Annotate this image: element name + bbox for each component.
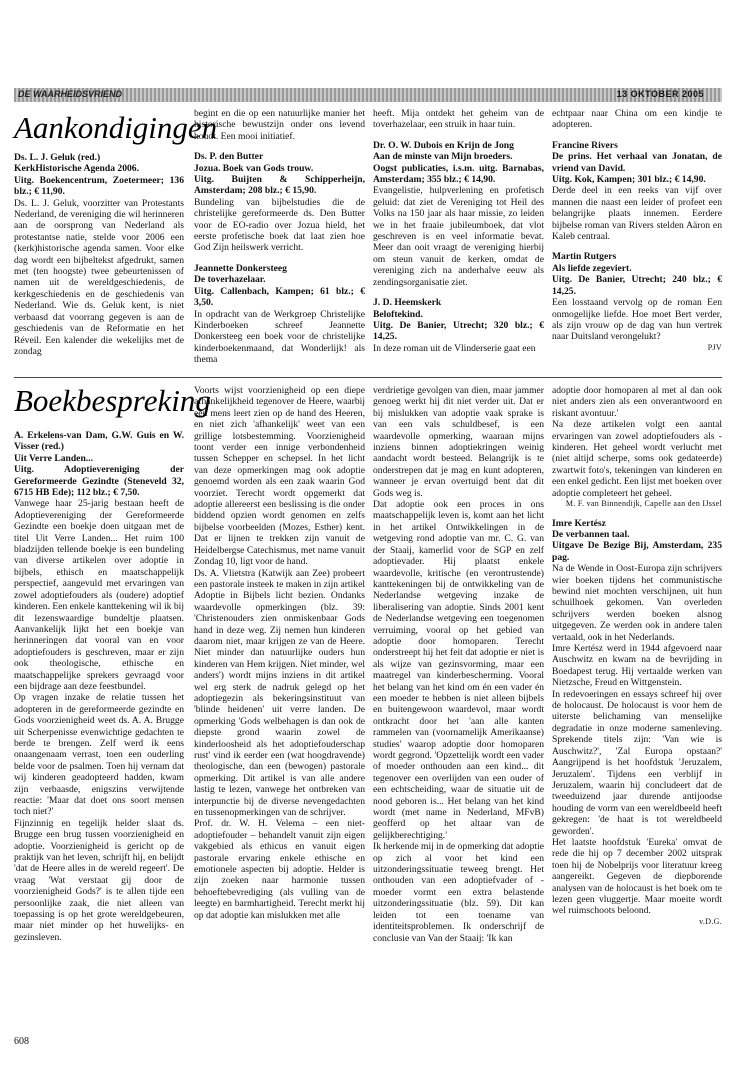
body-paragraph: verdrietige gevolgen van dien, maar jammer genoeg werkt hij dit niet verder uit. Dat er bij mislukken van adoptie vaak sprake is van een vals schuldbesef, is een waardevolle opmerking, waaraan mijns inziens binnen adoptiekringen weinig aandacht wordt besteed. Belangrijk is te onderstrepen dat je mag en kunt adopteren, wanneer je ervan overtuigd bent dat dit Gods weg is. — [373, 385, 544, 499]
body-paragraph: Imre Kertész werd in 1944 afgevoerd naar Auschwitz en kwam na de bevrijding in Boedapest terug. Hij vertaalde werken van Nietzsche, Freud en Wittgenstein. — [552, 643, 722, 689]
announcements-column-3 — [373, 108, 544, 374]
author-signature: v.D.G. — [699, 916, 722, 926]
book-heading-line: Ds. P. den Butter — [194, 151, 264, 163]
book-heading-line: Aan de minste van Mijn broeders. — [373, 151, 513, 163]
body-paragraph: echtpaar naar China om een kindje te adopteren. — [552, 108, 722, 131]
book-heading-line: Uitgave De Bezige Bij, Amsterdam, 235 pag. — [552, 540, 722, 563]
paragraph-gap — [552, 509, 722, 518]
masthead-date: 13 OKTOBER 2005 — [616, 89, 704, 99]
book-heading-line: De verbannen taal. — [552, 528, 630, 540]
author-signature: PJV — [707, 342, 722, 352]
book-heading-line: De prins. Het verhaal van Jonatan, de vriend van David. — [552, 151, 722, 174]
review-column-3 — [373, 385, 544, 1045]
book-heading-line: Imre Kertész — [552, 517, 606, 529]
section-divider — [14, 377, 722, 378]
body-paragraph: Vanwege haar 25-jarig bestaan heeft de Adoptievereniging der Gereformeerde Gezindte een boekje doen uitgaan met de titel Uit Verre Landen... Het ruim 100 bladzijden tellende boekje is een bundeling van diverse artikelen over adoptie in bijbels, ethisch en maatschappelijk perspectief, aangevuld met ervaringen van zowel adoptiefouders als (oudere) adoptief kinderen. Een enkele kanttekening wil ik bij dit lezenswaardige bundeltje plaatsen. Aanvankelijk lijkt het een boekje van herinneringen dat vooral van en voor adoptiefouders is geschreven, maar er zijn ook theologische, ethische en maatschappelijke sprekers gevraagd voor een bijdrage aan deze feestbundel. — [14, 498, 184, 692]
book-heading-line: Uit Verre Landen... — [14, 452, 93, 464]
body-paragraph: Een losstaand vervolg op de roman Een onmogelijke liefde. Hoe moet Bert verder, als zijn vrouw op de dag van hun vertrek naar Duitsland verongelukt? — [552, 297, 722, 343]
book-heading-line: De toverhazelaar. — [194, 274, 266, 286]
review-column-4 — [552, 385, 722, 1045]
announcements-column-2 — [194, 108, 365, 374]
body-paragraph: In deze roman uit de Vlinderserie gaat een — [373, 342, 536, 354]
body-paragraph: Voorts wijst voorzienigheid op een diepe afhankelijkheid tegenover de Heere, waarbij een mens leert zien op de hand des Heeren, en niet zich 'afhankelijk' weet van een grillige lotsbestemming. Voorzienigheid toont verder een innige verbondenheid tussen Schepper en schepsel. In het licht van deze opmerkingen mag ook adoptie genoemd worden als een zaak waarin God voorziet. Terecht wordt opgemerkt dat adoptie allereerst een beslissing is die onder biddend opzien wordt genomen en zelfs bijbelse voorbeelden (Mozes, Esther) kent. Dat er lijnen te trekken zijn vanuit de Heidelbergse Catechismus, met name vanuit Zondag 10, ligt voor de hand. — [194, 385, 365, 568]
review-title: Boekbespreking — [14, 383, 211, 418]
book-heading-line: Beloftekind. — [373, 308, 423, 320]
book-heading-line: Uitg. Boekencentrum, Zoetermeer; 136 blz.; € 11,90. — [14, 174, 184, 198]
body-paragraph: Ds. L. J. Geluk, voorzitter van Protestants Nederland, de vereniging die wil herinneren aan de oorsprong van Nederland als protestantse natie, stelde voor 2006 een (kerk)historische agenda samen. Voor elke dag wordt een bijbeltekst afgedrukt, samen met (ten hoogste) twee gebeurtenissen of namen uit de wereldgeschiedenis, de kerkgeschiedenis en de geschiedenis van Nederland. Wie ds. Geluk kent, is niet verbaasd dat voorrang gegeven is aan de geschiedenis van de Reformatie en het Réveil. Een kalender die wekelijks met de zondag — [14, 197, 184, 357]
book-heading-line: Uitg. Buijten & Schipperheijn, Amsterdam; 208 blz.; € 15,90. — [194, 174, 365, 197]
review-column-2 — [194, 385, 365, 1045]
body-paragraph: heeft. Mija ontdekt het geheim van de toverhazelaar, een struik in haar tuin. — [373, 108, 544, 131]
body-paragraph: begint en die op een natuurlijke manier het historische bewustzijn onder ons levend houdt. Een mooi initiatief. — [194, 108, 365, 142]
body-paragraph: Dat adoptie ook een proces in ons maatschappelijk leven is, komt aan het licht in het artikel Ontwikkelingen in de wetgeving rond adoptie van mr. C. G. van der Staaij, kamerlid voor de SGP en zelf adoptievader. Hij plaatst enkele waardevolle, kritische (en verontrustende) kanttekeningen bij de ontwikkeling van de Nederlandse wetgeving inzake de liberalisering van adoptie. Sinds 2001 kent de Nederlandse wetgeving een toegenomen verruiming, vooral op het gebied van adoptie door homoparen. Terecht onderstreept hij het feit dat adoptie er niet is als wijze van gezinsvorming, maar een maatregel van kinderbescherming. Vooral het belang van het kind om én een vader én een moeder te hebben is niet alleen bijbels en buitengewoon waardevol, maar wordt ontkracht door het 'aan alle kanten rammelen van (voornamelijk Amerikaanse) studies' waarop adoptie door homoparen wordt gegrond. 'Opzettelijk wordt een vader of moeder onthouden aan een kind... dit tegenover een overlijden van een ouder of een echtscheiding, waar de situatie uit de nood geboren is... Het belang van het kind wordt (met name in Nederland, MFvB) geofferd op het altaar van de gelijkberechtiging.' — [373, 499, 544, 841]
book-heading-line: Als liefde zegeviert. — [552, 262, 632, 274]
body-paragraph: Ik herkende mij in de opmerking dat adoptie op zich al voor het kind een uitzonderingssituatie teweeg brengt. Het onthouden van een adoptiefvader of -moeder vormt een extra belastende uitzonderingssituatie (blz. 59). Dit kan leiden tot een toename van identiteitsproblemen. Ik onderschrijf de conclusie van Van der Staaij: 'Ik kan — [373, 841, 544, 944]
book-heading-line: Uitg. Adoptievereniging der Gereformeerde Gezindte (Steneveld 32, 6715 HB Ede); 112 blz.; € 7,50. — [14, 464, 184, 499]
announcements-column-1 — [14, 152, 184, 374]
review-column-1 — [14, 430, 184, 1028]
paragraph-gap — [194, 142, 365, 151]
body-paragraph: Ds. A. Vlietstra (Katwijk aan Zee) probeert een pastorale insteek te maken in zijn artikel Adoptie in Bijbels licht bezien. Ondanks waardevolle opmerkingen (blz. 39: 'Christenouders zien onmiskenbaar Gods hand in deze weg. Zij nemen hun kinderen daarom niet, maar krijgen ze van de Heere. Niet minder dan natuurlijke ouders hun kinderen van Hem krijgen. Niet minder, wel anders') wordt mijns inziens in dit artikel wel erg sterk de nadruk gelegd op het adoptiegezin als bekeringsinstituut van 'blinde heidenen' uit verre landen. De opmerking 'Gods welbehagen is dan ook de diepste grond waarin zowel de kinderloosheid als het adoptiefouderschap rust' vind ik eerder een (wat hoogdravende) theologische, dan een (bewogen) pastorale opmerking. Dit artikel is van alle andere lastig te lezen, vanwege het ontbreken van interpunctie bij de diverse nevengedachten en tussenopmerkingen van de schrijver. — [194, 567, 365, 819]
announcements-column-4 — [552, 108, 722, 374]
book-heading-line: J. D. Heemskerk — [373, 297, 442, 309]
announcements-title: Aankondigingen — [14, 110, 218, 145]
body-paragraph: Evangelistie, hulpverlening en profetisch geluid: dat ziet de Vereniging tot Heil des Volks na 150 jaar als haar missie, zo leiden we in het fraaie jubileumboek, dat vlot geschreven is en veel informatie bevat. Meer dan ooit vraagt de vereniging hierbij om steun vanuit de kerken, omdat de vereniging zich na anderhalve eeuw als zendingsorganisatie ziet. — [373, 185, 544, 288]
book-heading-line: Uitg. De Banier, Utrecht; 240 blz.; € 14,25. — [552, 274, 722, 297]
paragraph-gap — [373, 288, 544, 297]
book-heading-line: Ds. L. J. Geluk (red.) — [14, 152, 101, 163]
masthead — [14, 88, 722, 102]
paragraph-gap — [373, 131, 544, 140]
body-paragraph: Het laatste hoofdstuk 'Eureka' omvat de rede die hij op 7 december 2002 uitsprak toen hij de Nobelprijs voor literatuur kreeg aangereikt. Gegeven de diepborende analysen van de holocaust is het boek om te lezen geen vluggertje. Maar moeite wordt wel ruimschoots beloond. — [552, 836, 722, 917]
book-heading-line: Oogst publicaties, i.s.m. uitg. Barnabas, Amsterdam; 355 blz.; € 14,90. — [373, 162, 544, 186]
body-paragraph: Na de Wende in Oost-Europa zijn schrijvers wier boeken tijdens het communistische bewind niet mochten verschijnen, uit hun schuilhoek gekomen. Van overleden schrijvers werden boeken alsnog uitgegeven. Ze werden ook in andere talen vertaald, ook in het Nederlands. — [552, 563, 722, 643]
book-heading-line: KerkHistorische Agenda 2006. — [14, 163, 139, 175]
paragraph-gap — [194, 254, 365, 263]
body-paragraph: Fijnzinnig en tegelijk helder slaat ds. Brugge een brug tussen voorzienigheid en adoptie. Voorzienigheid is gericht op de praktijk van het leven, schrijft hij, en belijdt 'dat de Heere alles in de wereld regeert'. De vraag 'Wat verstaat gij door de voorzienigheid Gods?' is te allen tijde een persoonlijke zaak, die niet alleen van toepassing is op het grote wereldgebeuren, maar niet minder op het huwelijks- en gezinsleven. — [14, 817, 184, 943]
book-heading-line: A. Erkelens-van Dam, G.W. Guis en W. Visser (red.) — [14, 430, 184, 453]
book-heading-line: Jeannette Donkersteeg — [194, 262, 287, 274]
paragraph-gap — [552, 131, 722, 140]
body-paragraph: Bundeling van bijbelstudies die de christelijke gereformeerde ds. Den Butter voor de EO-radio over Jozua hield, het eerste profetische boek dat laat zien hoe God Zijn heilswerk verricht. — [194, 196, 365, 254]
book-heading-line: Francine Rivers — [552, 139, 618, 151]
body-paragraph: Derde deel in een reeks van vijf over mannen die naast een leider of profeet een belangrijke plaats innemen. Eerdere bijbelse roman van Rivers stelden Aäron en Kaleb centraal. — [552, 185, 722, 243]
book-heading-line: Uitg. Callenbach, Kampen; 61 blz.; € 3,50. — [194, 285, 365, 309]
body-paragraph: Op vragen inzake de relatie tussen het adopteren in de gereformeerde gezindte en Gods voorzienigheid weet ds. A. A. Brugge uit Scherpenisse evenwichtige gedachten te berde te brengen. Zelf werd ik eens onaangenaam verrast, toen een ouderling belde voor de psalmen. Toen hij vernam dat wij kinderen geadopteerd hadden, kwam zijn verbaasde, enigszins verwijtende reactie: 'Maar dat doet ons soort mensen toch niet?' — [14, 692, 184, 818]
body-paragraph: In redevoeringen en essays schreef hij over de holocaust. De holocaust is voor hem de uiterste belichaming van menselijke degradatie in onze moderne samenleving. Sprekende titels zijn: 'Van wie is Auschwitz?', 'Zal Europa opstaan?' Aangrijpend is het hoofdstuk 'Jeruzalem, Jeruzalem'. Tijdens een verblijf in Jeruzalem, waarin hij concludeert dat de tweeduizend jaar durende antijoodse houding de vorm van een wereldbeeld heeft gekregen: 'de haat is tot wereldbeeld geworden'. — [552, 688, 722, 837]
book-heading-line: Jozua. Boek van Gods trouw. — [194, 162, 314, 174]
masthead-title: DE WAARHEIDSVRIEND — [18, 89, 123, 99]
author-signature: M. F. van Binnendijk, Capelle aan den IJssel — [565, 499, 722, 509]
body-paragraph: Na deze artikelen volgt een aantal ervaringen van zowel adoptiefouders als -kinderen. Het geheel wordt verlucht met (niet altijd scherpe, soms ook gedateerde) zwartwit foto's, tekeningen van kinderen en een enkel gedicht. Een lijst met boeken over adoptie completeert het geheel. — [552, 419, 722, 499]
book-heading-line: Martin Rutgers — [552, 251, 617, 263]
body-paragraph: Prof. dr. W. H. Velema – een niet-adoptiefouder – behandelt vanuit zijn eigen vakgebied als ethicus en vanuit eigen pastorale ervaring enkele ethische en emotionele aspecten bij adoptie. Helder is zijn zoeken naar harmonie tussen behoeftebevrediging (als vulling van de leegte) en barmhartigheid. Terecht merkt hij op dat adoptie kan mislukken met alle — [194, 818, 365, 921]
page-number: 608 — [14, 1036, 29, 1047]
paragraph-gap — [552, 242, 722, 251]
body-paragraph: adoptie door homoparen al met al dan ook niet anders zien als een onverantwoord en riskant avontuur.' — [552, 385, 722, 419]
book-heading-line: Uitg. Kok, Kampen; 301 blz.; € 14,90. — [552, 174, 706, 186]
body-paragraph: In opdracht van de Werkgroep Christelijke Kinderboeken schreef Jeannette Donkersteeg een boek voor de christelijke kinderboekenmaand, dat Wonderlijk! als thema — [194, 308, 365, 366]
book-heading-line: Uitg. De Banier, Utrecht; 320 blz.; € 14,25. — [373, 319, 544, 343]
book-heading-line: Dr. O. W. Dubois en Krijn de Jong — [373, 139, 514, 151]
